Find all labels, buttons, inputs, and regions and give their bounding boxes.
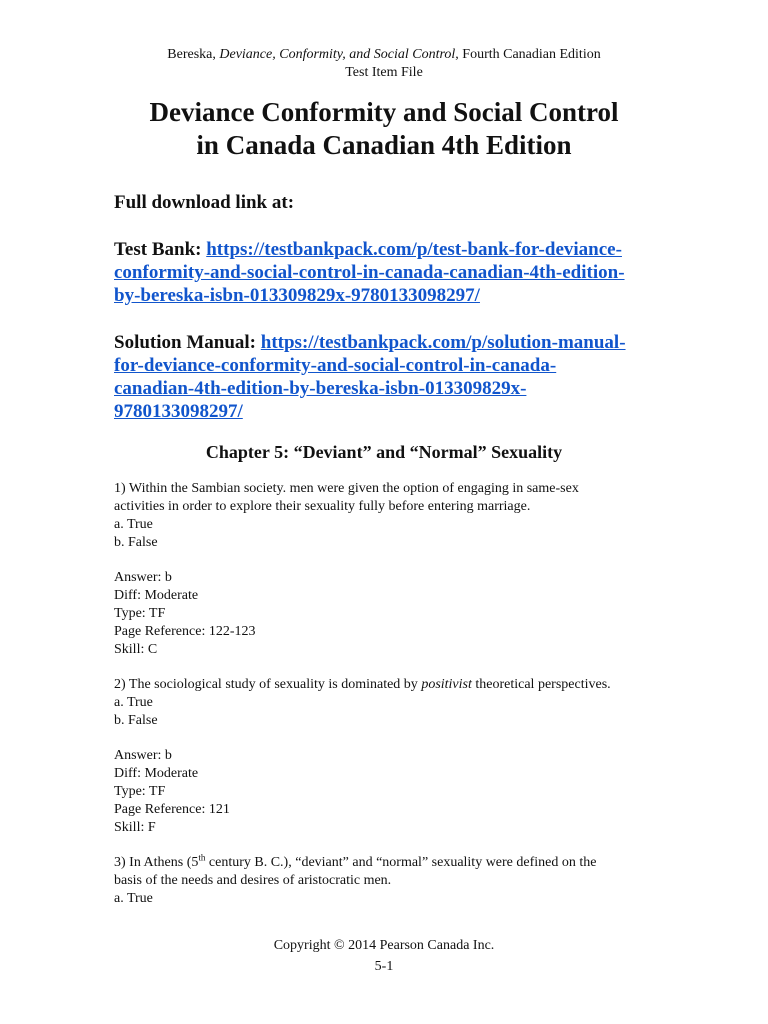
running-header-line2: Test Item File: [345, 65, 423, 80]
title-line-2: in Canada Canadian 4th Edition: [196, 130, 572, 160]
question-type: Type: TF: [114, 784, 166, 799]
question-1: [114, 480, 654, 659]
question-stem: 1) Within the Sambian society. men were given the option of engaging in same-sex: [114, 481, 579, 496]
answer: Answer: b: [114, 748, 172, 763]
header-book-title: Deviance, Conformity, and Social Control: [219, 47, 456, 62]
test-bank-link-part-2[interactable]: conformity-and-social-control-in-canada-canadian-4th-edition-: [114, 262, 625, 283]
option-a: a. True: [114, 891, 153, 906]
skill: Skill: C: [114, 642, 158, 657]
test-bank-section: [114, 238, 654, 307]
header-edition: , Fourth Canadian Edition: [455, 47, 601, 62]
question-stem: basis of the needs and desires of aristocratic men.: [114, 873, 392, 888]
difficulty: Diff: Moderate: [114, 588, 199, 603]
question-3: [114, 854, 654, 908]
title-line-1: Deviance Conformity and Social Control: [149, 97, 619, 127]
answer: Answer: b: [114, 570, 172, 585]
question-stem: 3) In Athens (5th century B. C.), “deviant” and “normal” sexuality were defined on the: [114, 852, 597, 870]
solution-manual-link-part-4[interactable]: 9780133098297/: [114, 401, 243, 422]
solution-manual-link-part-2[interactable]: for-deviance-conformity-and-social-control-in-canada-: [114, 355, 557, 376]
footer-page-number: 5-1: [374, 959, 394, 974]
question-type: Type: TF: [114, 606, 166, 621]
option-b: b. False: [114, 713, 158, 728]
question-stem: activities in order to explore their sexuality fully before entering marriage.: [114, 499, 531, 514]
question-stem: 2) The sociological study of sexuality is dominated by positivist theoretical perspectives.: [114, 677, 611, 692]
test-bank-link-part-3[interactable]: by-bereska-isbn-013309829x-9780133098297/: [114, 285, 480, 306]
running-header-line1: [114, 0, 654, 64]
download-label: Full download link at:: [114, 192, 295, 213]
skill: Skill: F: [114, 820, 156, 835]
test-bank-label: Test Bank:: [114, 239, 207, 260]
emphasis-term: positivist: [421, 677, 472, 692]
page-reference: Page Reference: 122-123: [114, 624, 256, 639]
test-bank-link-part-1[interactable]: https://testbankpack.com/p/test-bank-for-deviance-: [206, 239, 622, 260]
solution-manual-label: Solution Manual:: [114, 332, 261, 353]
header-author: Bereska,: [167, 47, 220, 62]
difficulty: Diff: Moderate: [114, 766, 199, 781]
question-2: [114, 676, 654, 837]
superscript: th: [198, 852, 206, 863]
solution-manual-link-part-3[interactable]: canadian-4th-edition-by-bereska-isbn-013309829x-: [114, 378, 527, 399]
option-b: b. False: [114, 535, 158, 550]
document-title: [114, 96, 654, 162]
option-a: a. True: [114, 517, 153, 532]
solution-manual-link-part-1[interactable]: https://testbankpack.com/p/solution-manual-: [260, 332, 626, 353]
option-a: a. True: [114, 695, 153, 710]
chapter-heading: Chapter 5: “Deviant” and “Normal” Sexuality: [205, 442, 563, 462]
solution-manual-section: [114, 331, 654, 423]
footer-copyright: Copyright © 2014 Pearson Canada Inc.: [273, 938, 495, 953]
page-reference: Page Reference: 121: [114, 802, 230, 817]
